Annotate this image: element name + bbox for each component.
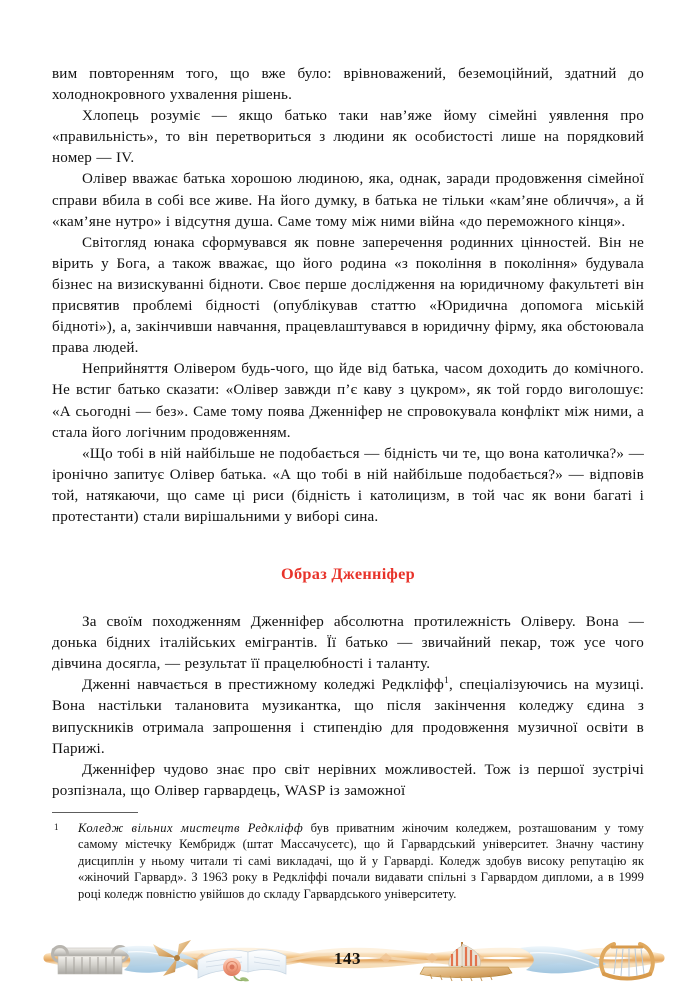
heading-spacer-bottom xyxy=(52,584,644,612)
footnote-separator-rule xyxy=(52,812,138,813)
footnote-body xyxy=(52,820,644,902)
footnote-block xyxy=(52,812,644,902)
paragraph-with-footnote-ref xyxy=(52,675,644,759)
paragraph: Хлопець розуміє — якщо батько таки нав’яже йому сімейні уявлення про «правильність», то він перетвориться з людини як особистості лише на порядковий номер — IV. xyxy=(52,108,644,167)
paragraph: Дженніфер чудово знає про світ нерівних можливостей. Тож із першої зустрічі розпізнала, що Олівер гарвардець, WASP із заможної xyxy=(52,761,644,799)
footnote-marker: 1 xyxy=(54,822,59,832)
paragraph-text-after-ref: , спеціалізуючись на музиці. Вона настільки талановита музикантка, що після закінчення коледжу єдина з випускників отримала запрошення і стипендію для продовження музичної освіти в Парижі. xyxy=(52,677,644,757)
paragraph-text-before-ref: Дженні навчається в престижному коледжі Редкліфф xyxy=(82,677,445,694)
section-heading: Образ Дженніфер xyxy=(281,564,415,584)
paragraph: Олівер вважає батька хорошою людиною, яка, однак, заради продовження сімейної справи вбила в собі все живе. На його думку, в батька не тільки «кам’яне обличчя», а й «кам’яне нутро» і відсутня душа. Саме тому між ними війна «до переможного кінця». xyxy=(52,171,644,230)
paragraph: За своїм походженням Дженніфер абсолютна протилежність Оліверу. Вона — донька бідних італійських емігрантів. Її батько — звичайний пекар, тож усе чого дівчина досягла, — результат її працелюбності і таланту. xyxy=(52,614,644,673)
main-text-column xyxy=(52,64,644,802)
footnote-text: був приватним жіночим коледжем, розташованим у тому самому містечку Кембридж (штат Массачусетс), що й Гарвардський університет. Значну частину дисциплін у ньому читали ті самі викладачі, що й у Гарварді. Коледж здобув високу репутацію як «жіночий Гарвард». З 1963 року в Редкліффі почали видавати спільні з Гарвардом дипломи, а в 1999 році коледж повністю увійшов до складу Гарвардського університету. xyxy=(78,821,644,901)
paragraph: Неприйняття Олівером будь-чого, що йде від батька, часом доходить до комічного. Не встиг батько сказати: «Олівер завжди п’є каву з цукром», як той гордо виголошує: «А сьогодні — без». Саме тому поява Дженніфер не спровокувала конфлікт між ними, а стала його логічним продовженням. xyxy=(52,361,644,441)
paragraph-continued: вим повторенням того, що вже було: врівноважений, беземоційний, здатний до холоднокровного ухвалення рішень. xyxy=(52,66,644,104)
paragraph: Світогляд юнака сформувався як повне заперечення родинних цінностей. Він не вірить у Бога, а також вважає, що його родина «з покоління в покоління» будувала бізнес на визискуванні бідноти. Своє перше дослідження на юридичному факультеті він присвятив проблемі бідності (опублікував статтю «Юридична допомога міській бідноті»), а, закінчивши навчання, працевлаштувався в юридичну фірму, яка обстоювала права людей. xyxy=(52,234,644,357)
heading-spacer-top xyxy=(52,528,644,564)
footnote-reference-marker[interactable]: 1 xyxy=(444,676,449,687)
page-number: 143 xyxy=(334,949,361,968)
footnote-title: Коледж вільних мистецтв Редкліфф xyxy=(78,821,304,835)
paragraph: «Що тобі в ній найбільше не подобається — бідність чи те, що вона католичка?» — іронічно запитує Олівер батька. «А що тобі в ній найбільше подобається?» — відповів той, натякаючи, що саме ці риси (бідність і католицизм, в той час як вони багаті і протестанти) стали вирішальними у виборі сина. xyxy=(52,445,644,525)
